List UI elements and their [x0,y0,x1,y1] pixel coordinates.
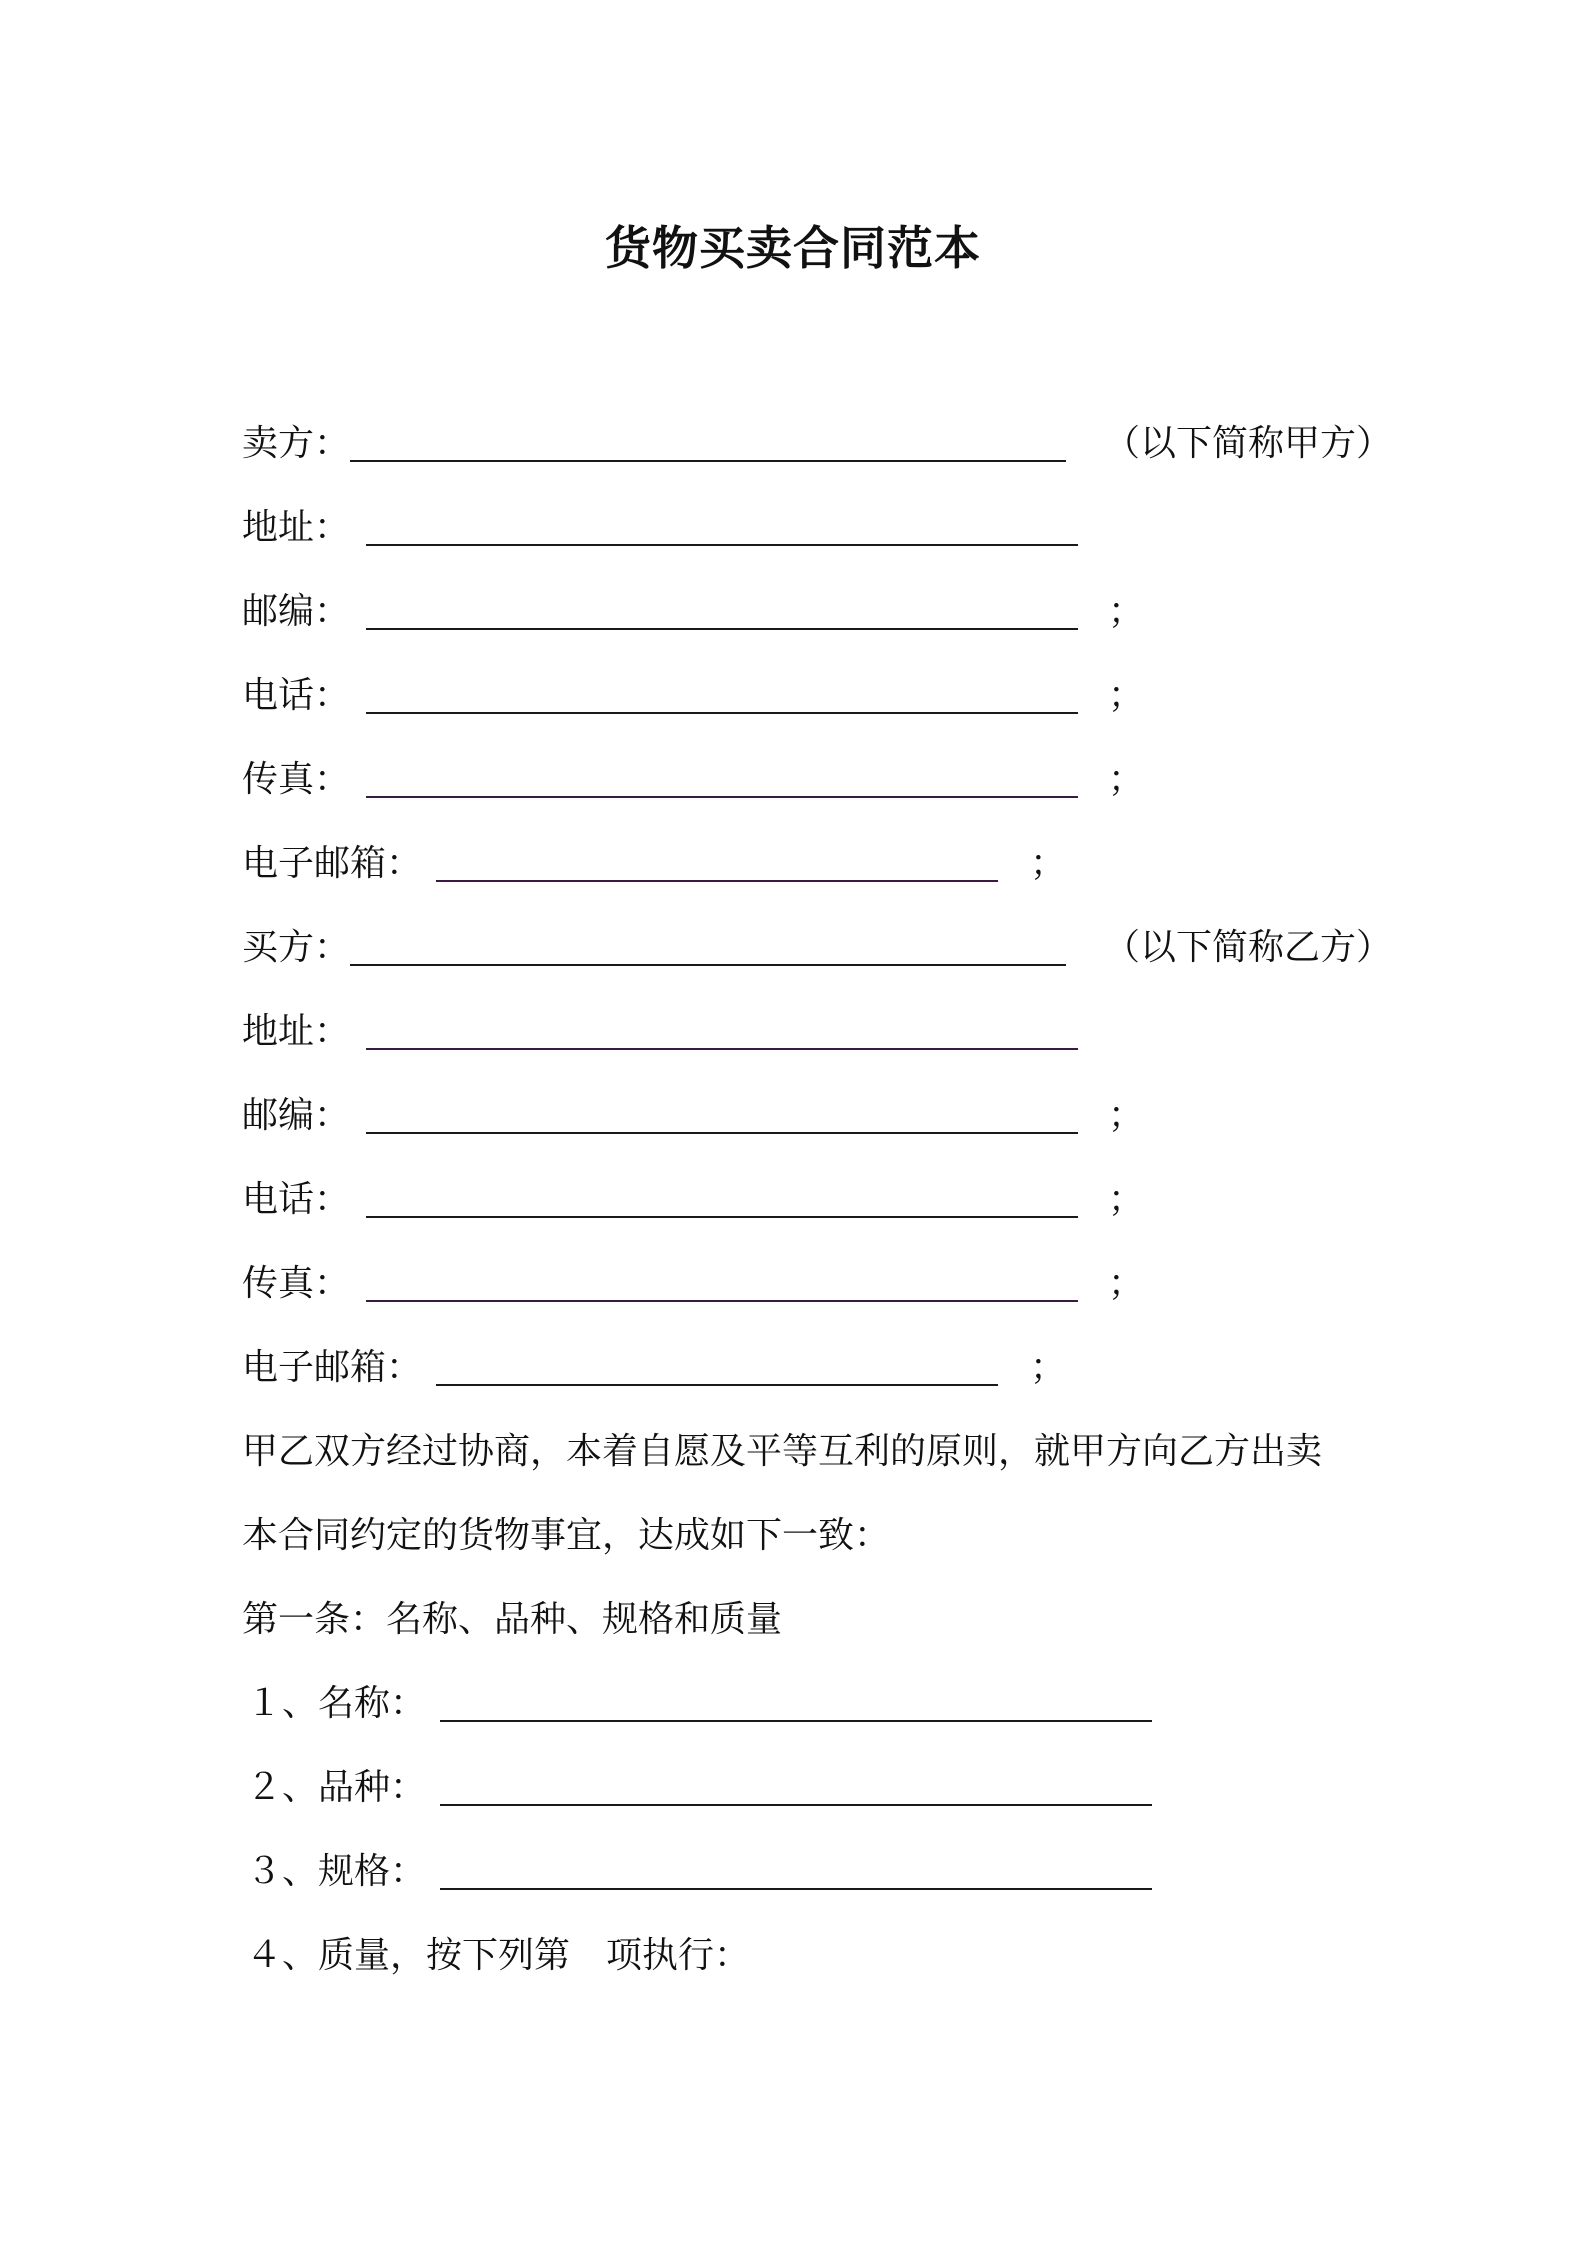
seller-email-blank[interactable] [436,878,998,882]
buyer-fax-label: 传真： [242,1263,351,1304]
intro-line-1: 甲乙双方经过协商，本着自愿及平等互利的原则，就甲方向乙方出卖 [242,1431,1323,1472]
seller-email-semicolon: ； [1030,843,1067,884]
seller-phone-semicolon: ； [1108,675,1145,716]
goods-name-blank[interactable] [440,1718,1152,1722]
buyer-postcode-blank[interactable] [366,1130,1078,1134]
seller-fax-line [242,742,1144,802]
buyer-name-blank[interactable] [350,962,1066,966]
goods-variety-blank[interactable] [440,1802,1152,1806]
buyer-email-label: 电子邮箱： [242,1347,423,1388]
buyer-email-line [242,1330,1066,1390]
buyer-phone-line [242,1162,1144,1222]
article1-item1-label: １、名称： [246,1683,427,1724]
seller-postcode-semicolon: ； [1108,591,1145,632]
buyer-address-label: 地址： [242,1011,351,1052]
seller-postcode-blank[interactable] [366,626,1078,630]
article1-item3-label: ３、规格： [246,1851,427,1892]
buyer-phone-blank[interactable] [366,1214,1078,1218]
buyer-address-blank[interactable] [366,1046,1078,1050]
seller-phone-line [242,658,1144,718]
seller-address-label: 地址： [242,507,351,548]
article1-item2-label: ２、品种： [246,1767,427,1808]
seller-address-blank[interactable] [366,542,1078,546]
buyer-phone-label: 电话： [242,1179,351,1220]
seller-phone-label: 电话： [242,675,351,716]
seller-email-line [242,826,1066,886]
article1-item1-line [246,1666,1152,1726]
buyer-email-semicolon: ； [1030,1347,1067,1388]
buyer-postcode-line [242,1078,1144,1138]
buyer-fax-semicolon: ； [1108,1263,1145,1304]
buyer-postcode-semicolon: ； [1108,1095,1145,1136]
buyer-phone-semicolon: ； [1108,1179,1145,1220]
seller-postcode-line [242,574,1144,634]
seller-fax-semicolon: ； [1108,759,1145,800]
seller-line [242,406,1392,466]
seller-name-blank[interactable] [350,458,1066,462]
article1-heading: 第一条：名称、品种、规格和质量 [242,1599,783,1640]
seller-email-label: 电子邮箱： [242,843,423,884]
buyer-line [242,910,1392,970]
seller-fax-label: 传真： [242,759,351,800]
seller-note: （以下简称甲方） [1104,423,1393,464]
article1-item4-line [246,1918,750,1978]
intro-line-2: 本合同约定的货物事宜，达成如下一致： [242,1515,891,1556]
seller-label: 卖方： [242,423,351,464]
buyer-fax-line [242,1246,1144,1306]
article1-item4-label: ４、质量，按下列第 项执行： [246,1935,751,1976]
buyer-fax-blank[interactable] [366,1298,1078,1302]
seller-phone-blank[interactable] [366,710,1078,714]
document-title: 货物买卖合同范本 [605,221,981,275]
seller-address-line [242,490,1078,550]
buyer-email-blank[interactable] [436,1382,998,1386]
buyer-address-line [242,994,1078,1054]
seller-postcode-label: 邮编： [242,591,351,632]
article1-item2-line [246,1750,1152,1810]
article1-item3-line [246,1834,1152,1894]
buyer-note: （以下简称乙方） [1104,927,1393,968]
buyer-label: 买方： [242,927,351,968]
goods-spec-blank[interactable] [440,1886,1152,1890]
seller-fax-blank[interactable] [366,794,1078,798]
buyer-postcode-label: 邮编： [242,1095,351,1136]
